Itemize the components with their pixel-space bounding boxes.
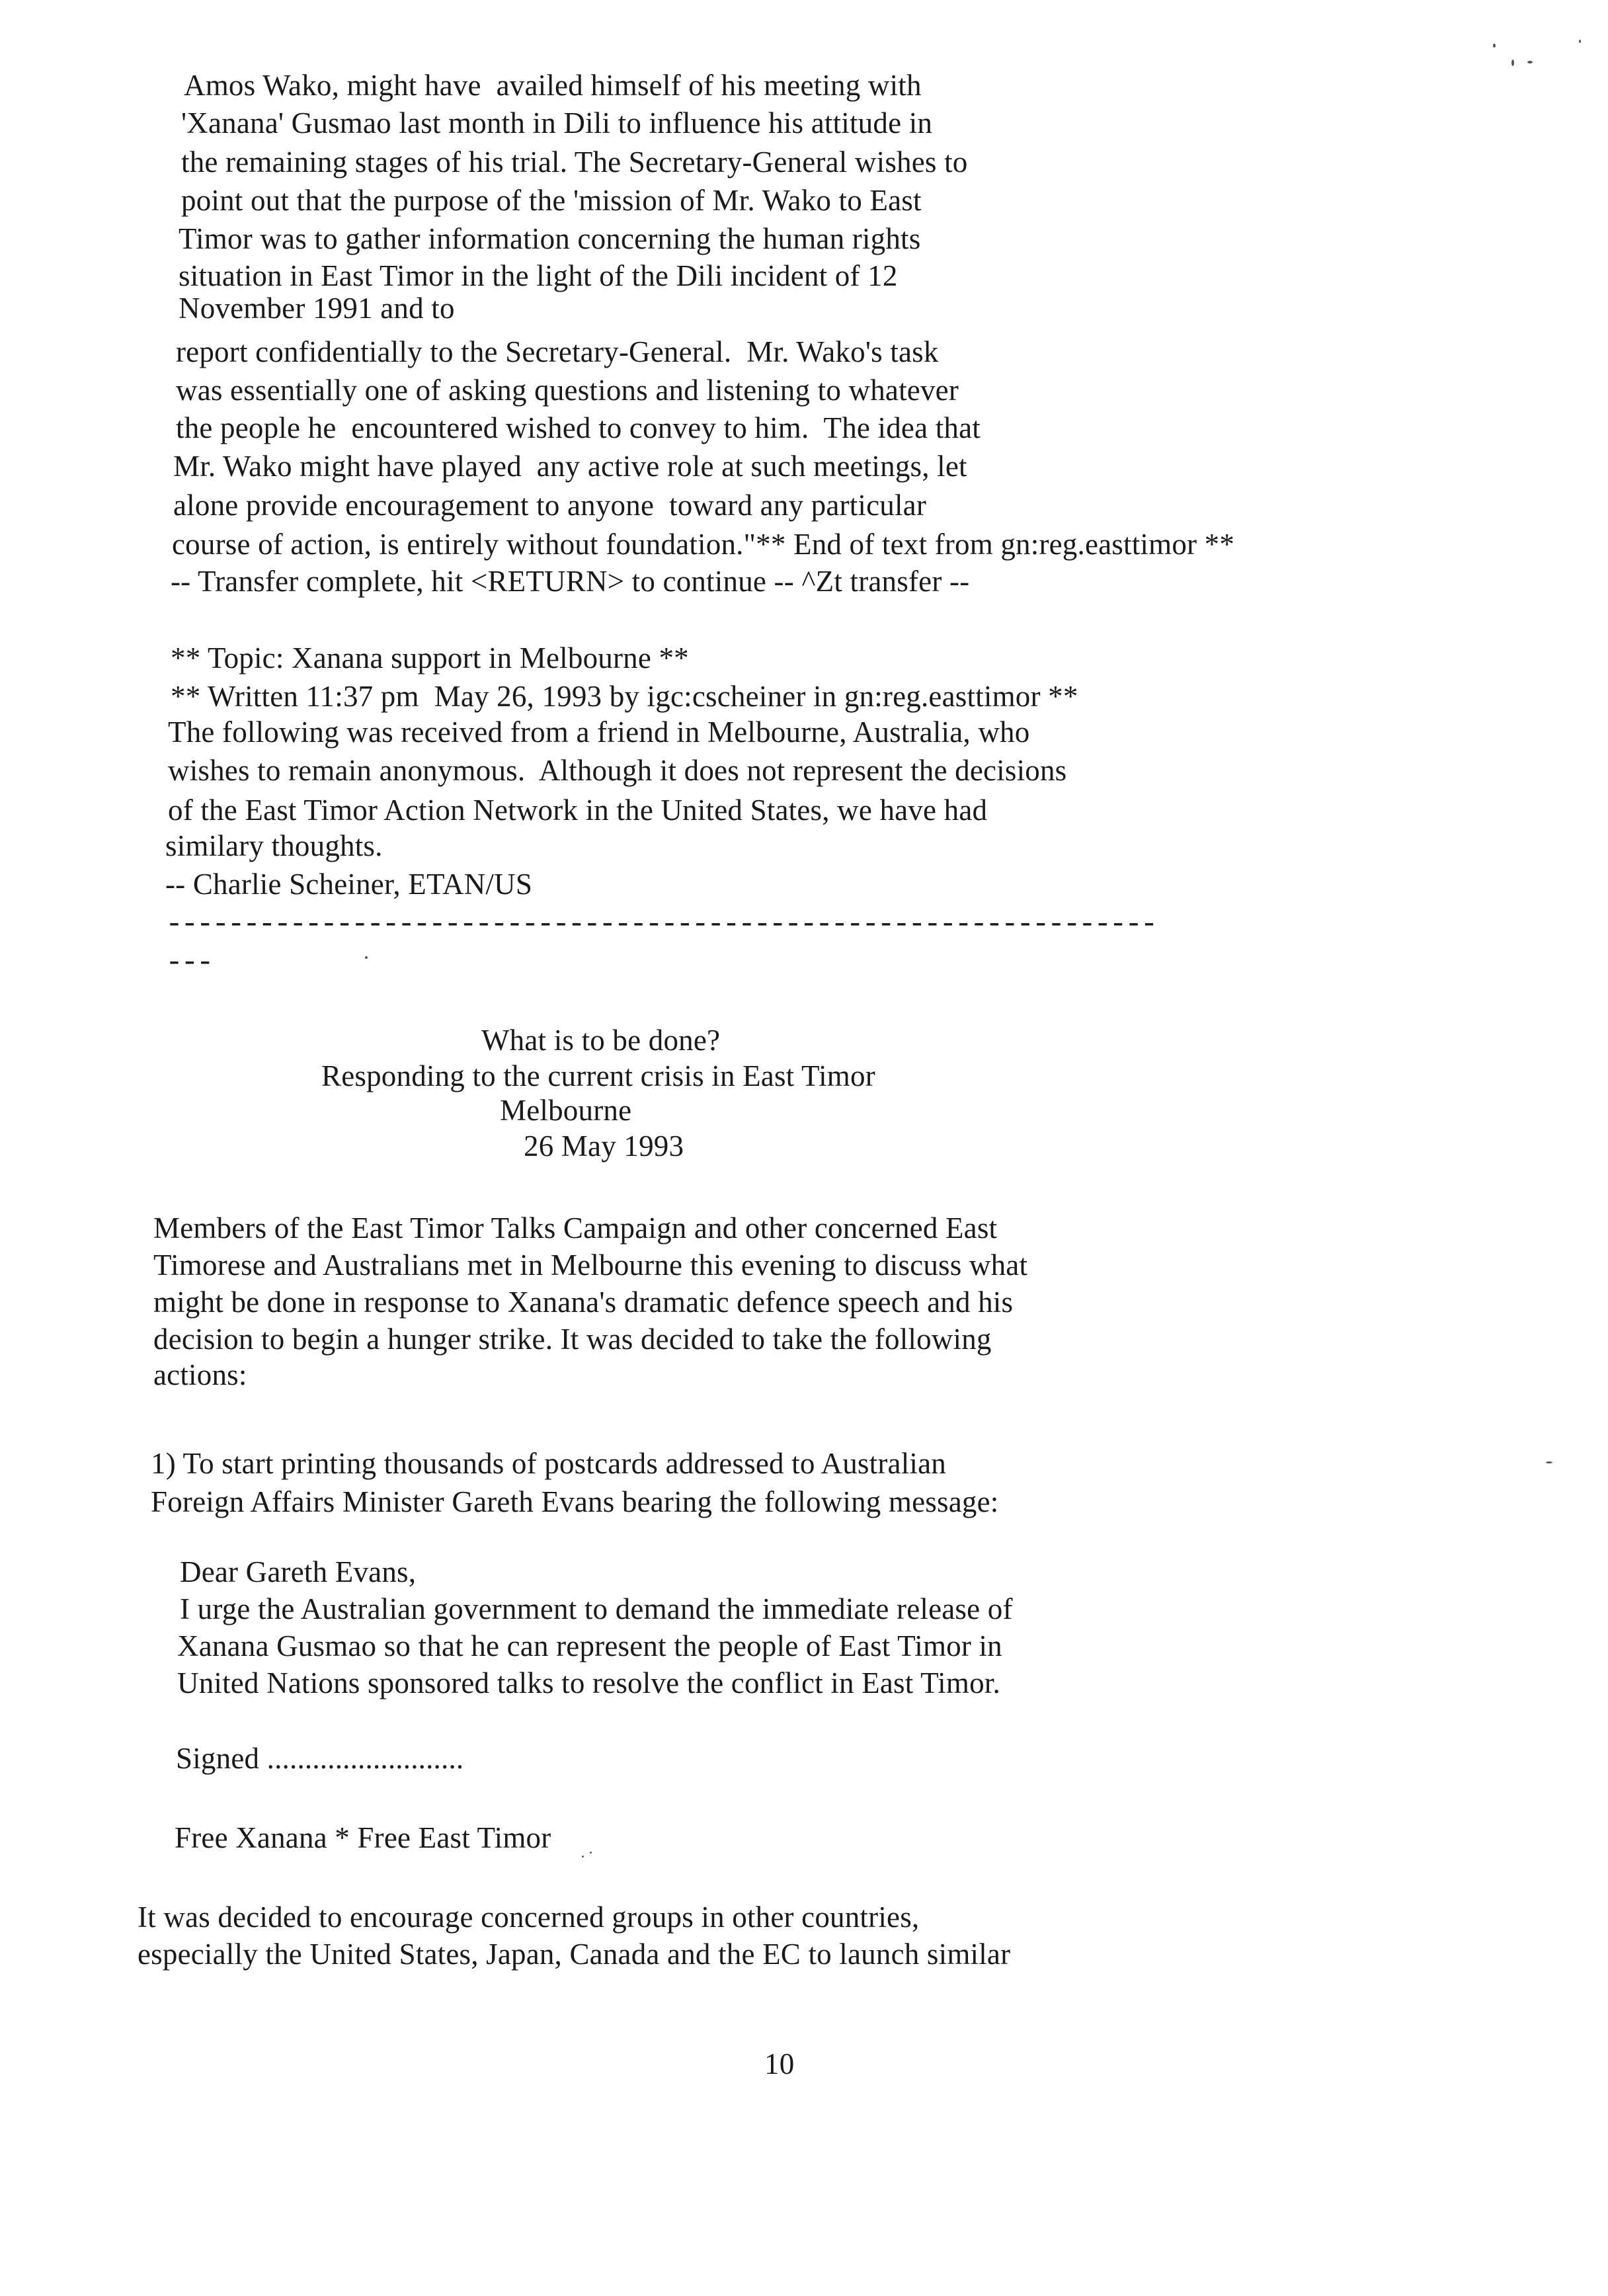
text-line: It was decided to encourage concerned groups in other countries,	[138, 1901, 920, 1934]
text-line: 'Xanana' Gusmao last month in Dili to influence his attitude in	[181, 106, 933, 140]
text-line: the remaining stages of his trial. The Secretary-General wishes to	[181, 145, 968, 179]
heading-place: Melbourne	[500, 1094, 632, 1127]
heading-title: What is to be done?	[481, 1024, 721, 1057]
text-line: ** Topic: Xanana support in Melbourne **	[171, 641, 689, 675]
text-line: decision to begin a hunger strike. It was decided to take the following	[153, 1323, 992, 1356]
signed-line: Signed ..........................	[176, 1742, 464, 1775]
scan-speck	[365, 956, 368, 959]
scan-speck	[582, 1856, 584, 1858]
text-line: Timorese and Australians met in Melbourne this evening to discuss what	[153, 1249, 1028, 1282]
text-line: especially the United States, Japan, Canada and the EC to launch similar	[138, 1938, 1011, 1971]
text-line: November 1991 and to	[179, 292, 455, 325]
text-line: of the East Timor Action Network in the United States, we have had	[168, 794, 988, 827]
text-line: point out that the purpose of the 'mission of Mr. Wako to East	[181, 184, 922, 217]
text-line: The following was received from a friend in Melbourne, Australia, who	[168, 716, 1030, 749]
text-line: course of action, is entirely without foundation."** End of text from gn:reg.easttimor **	[172, 528, 1235, 561]
text-line: the people he encountered wished to convey to him. The idea that	[176, 411, 981, 444]
scan-speck	[1493, 44, 1496, 48]
text-line: wishes to remain anonymous. Although it does not represent the decisions	[168, 754, 1067, 787]
text-line: Timor was to gather information concerning the human rights	[179, 222, 921, 255]
text-line: Amos Wako, might have availed himself of his meeting with	[184, 69, 922, 102]
text-line: Xanana Gusmao so that he can represent the people of East Timor in	[177, 1629, 1002, 1662]
text-line: Foreign Affairs Minister Gareth Evans bearing the following message:	[151, 1485, 999, 1518]
heading-subtitle: Responding to the current crisis in East Timor	[321, 1059, 875, 1092]
scan-speck	[590, 1852, 592, 1854]
text-line: -- Transfer complete, hit <RETURN> to continue -- ^Zt transfer --	[171, 565, 970, 598]
text-line: United Nations sponsored talks to resolve the conflict in East Timor.	[177, 1666, 1000, 1700]
text-line: similary thoughts.	[165, 829, 383, 862]
text-line: was essentially one of asking questions and listening to whatever	[176, 374, 959, 407]
text-line: report confidentially to the Secretary-General. Mr. Wako's task	[176, 335, 939, 368]
scan-speck	[1579, 40, 1581, 43]
dash-rule: ----------------------------------------------------------------	[165, 908, 1156, 942]
heading-date: 26 May 1993	[524, 1129, 684, 1163]
scan-speck	[1546, 1461, 1552, 1463]
page-number: 10	[764, 2047, 795, 2080]
slogan-line: Free Xanana * Free East Timor	[175, 1821, 551, 1854]
dash-rule-tail: ---	[165, 946, 212, 980]
text-line: Members of the East Timor Talks Campaign and other concerned East	[153, 1211, 998, 1245]
text-line: Mr. Wako might have played any active role at such meetings, let	[173, 450, 967, 483]
text-line: might be done in response to Xanana's dramatic defence speech and his	[153, 1286, 1014, 1319]
text-line: 1) To start printing thousands of postcards addressed to Australian	[151, 1447, 946, 1480]
text-line: situation in East Timor in the light of the Dili incident of 12	[179, 259, 898, 292]
text-line: -- Charlie Scheiner, ETAN/US	[165, 868, 533, 901]
text-line: actions:	[153, 1358, 247, 1391]
text-line: alone provide encouragement to anyone toward any particular	[173, 489, 927, 522]
scan-speck	[1527, 61, 1533, 63]
text-line: ** Written 11:37 pm May 26, 1993 by igc:cscheiner in gn:reg.easttimor **	[171, 680, 1078, 713]
text-line: Dear Gareth Evans,	[180, 1555, 417, 1588]
text-line: I urge the Australian government to demand the immediate release of	[180, 1592, 1013, 1625]
scan-speck	[1511, 60, 1514, 66]
